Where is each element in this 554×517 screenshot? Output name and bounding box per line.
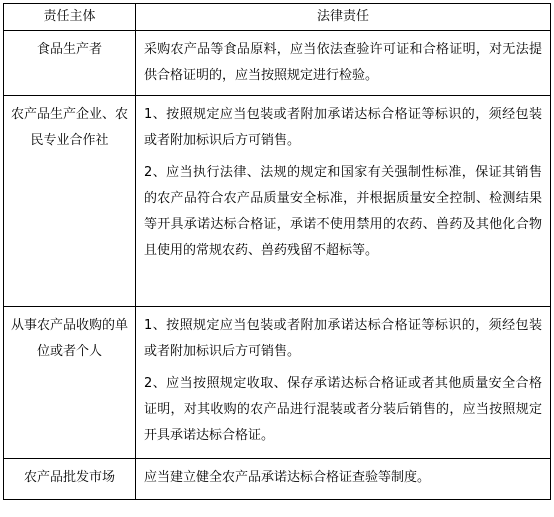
header-duty: 法律责任 (136, 4, 551, 31)
subject-cell: 从事农产品收购的单位或者个人 (4, 307, 136, 459)
subject-cell: 农产品生产企业、农民专业合作社 (4, 96, 136, 307)
table-row (4, 96, 551, 307)
duty-paragraph: 2、应当执行法律、法规的规定和国家有关强制性标准，保证其销售的农产品符合农产品质量安全标准，并根据质量安全控制、检测结果等开具承诺达标合格证，承诺不使用禁用的农药、兽药及其他化合物且使用的常规农药、兽药残留不超标等。 (144, 165, 542, 258)
responsibility-table (3, 3, 551, 500)
duty-paragraph: 采购农产品等食品原料，应当依法查验许可证和合格证明，对无法提供合格证明的，应当按照规定进行检验。 (144, 42, 542, 83)
table-header-row (4, 4, 551, 31)
table-row (4, 307, 551, 459)
duty-cell (136, 459, 551, 500)
duty-cell (136, 31, 551, 96)
document (3, 3, 551, 500)
duty-cell (136, 307, 551, 459)
duty-paragraph: 1、按照规定应当包装或者附加承诺达标合格证等标识的，须经包装或者附加标识后方可销售。 (144, 318, 542, 359)
duty-paragraph: 1、按照规定应当包装或者附加承诺达标合格证等标识的，须经包装或者附加标识后方可销售。 (144, 107, 542, 148)
duty-paragraph: 应当建立健全农产品承诺达标合格证查验等制度。 (144, 470, 431, 485)
subject-cell: 食品生产者 (4, 31, 136, 96)
table-row (4, 31, 551, 96)
table-row (4, 459, 551, 500)
duty-paragraph: 2、应当按照规定收取、保存承诺达标合格证或者其他质量安全合格证明，对其收购的农产品进行混装或者分装后销售的，应当按照规定开具承诺达标合格证。 (144, 376, 542, 443)
header-subject: 责任主体 (4, 4, 136, 31)
duty-cell (136, 96, 551, 307)
subject-cell: 农产品批发市场 (4, 459, 136, 500)
